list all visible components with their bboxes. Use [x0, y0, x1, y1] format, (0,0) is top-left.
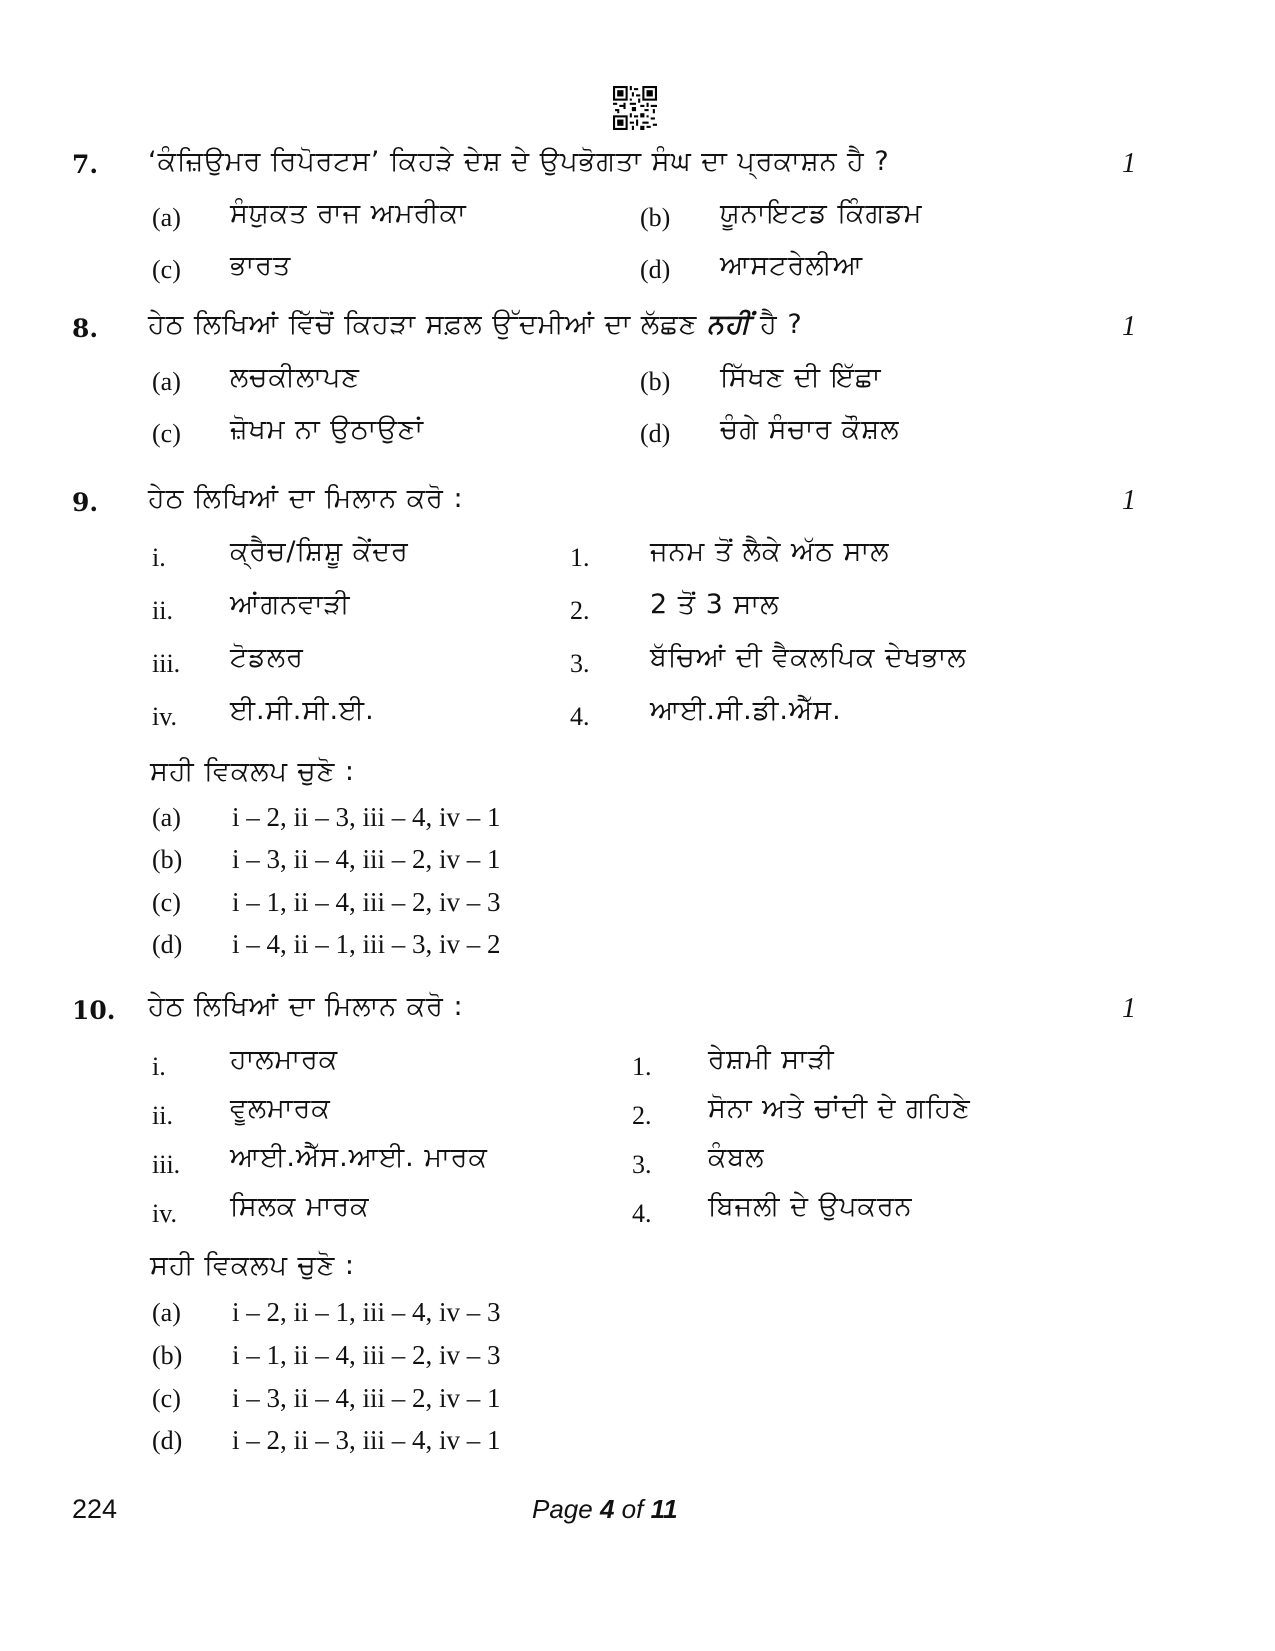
match-right-label: 2. — [632, 1101, 652, 1130]
question-number: 8. — [72, 314, 99, 343]
option-label: (c) — [152, 419, 181, 448]
page-indicator: Page 4 of 11 — [532, 1494, 678, 1524]
option-text: ਜ਼ੋਖਮ ਨਾ ਉਠਾਉਣਾਂ — [230, 414, 424, 445]
match-left-label: ii. — [152, 596, 173, 625]
match-right-label: 2. — [570, 596, 590, 625]
match-right-label: 1. — [570, 543, 590, 572]
option-label: (b) — [640, 203, 671, 232]
question-marks: 1 — [1122, 485, 1136, 516]
match-left-label: i. — [152, 1052, 166, 1081]
question-text: ਹੇਠ ਲਿਖਿਆਂ ਦਾ ਮਿਲਾਨ ਕਰੋ : — [148, 483, 464, 514]
match-left-text: ਹਾਲਮਾਰਕ — [230, 1044, 339, 1075]
option-text: i – 2, ii – 3, iii – 4, iv – 1 — [232, 802, 501, 832]
question-text: ਹੇਠ ਲਿਖਿਆਂ ਦਾ ਮਿਲਾਨ ਕਰੋ : — [148, 991, 464, 1022]
match-left-text: ਆਂਗਨਵਾੜੀ — [230, 589, 351, 620]
option-text: i – 3, ii – 4, iii – 2, iv – 1 — [232, 844, 501, 874]
question-number: 10. — [72, 996, 116, 1025]
option-text: i – 3, ii – 4, iii – 2, iv – 1 — [232, 1383, 501, 1413]
option-text: ਯੂਨਾਇਟਡ ਕਿੰਗਡਮ — [720, 198, 923, 229]
option-label: (b) — [152, 1341, 183, 1370]
emphasis-text: ਨਹੀਂ — [706, 309, 751, 340]
option-label: (d) — [640, 419, 671, 448]
choose-instruction: ਸਹੀ ਵਿਕਲਪ ਚੁਣੋ : — [150, 756, 355, 787]
question-text: ਹੇਠ ਲਿਖਿਆਂ ਵਿੱਚੋਂ ਕਿਹੜਾ ਸਫ਼ਲ ਉੱਦਮੀਆਂ ਦਾ ਲੱਛਣ ਨਹੀਂ ਹੈ ? — [148, 309, 803, 340]
option-label: (a) — [152, 367, 181, 396]
match-right-label: 3. — [632, 1150, 652, 1179]
question-number: 9. — [72, 488, 99, 517]
match-left-label: ii. — [152, 1101, 173, 1130]
paper-code: 224 — [72, 1494, 118, 1524]
match-left-text: ਕ੍ਰੈਚ/ਸ਼ਿਸ਼ੂ ਕੇਂਦਰ — [230, 536, 409, 567]
match-right-text: ਬਿਜਲੀ ਦੇ ਉਪਕਰਨ — [708, 1191, 913, 1222]
option-text: i – 2, ii – 3, iii – 4, iv – 1 — [232, 1425, 501, 1455]
option-text: ਚੰਗੇ ਸੰਚਾਰ ਕੌਸ਼ਲ — [720, 414, 900, 445]
match-right-text: ਜਨਮ ਤੋਂ ਲੈਕੇ ਅੱਠ ਸਾਲ — [650, 536, 890, 567]
option-label: (b) — [152, 845, 183, 874]
match-right-label: 1. — [632, 1052, 652, 1081]
question-marks: 1 — [1122, 311, 1136, 342]
option-text: ਸਿੱਖਣ ਦੀ ਇੱਛਾ — [720, 362, 882, 393]
match-left-text: ਈ.ਸੀ.ਸੀ.ਈ. — [230, 695, 375, 726]
match-right-text: ਕੰਬਲ — [708, 1142, 765, 1173]
match-left-label: iv. — [152, 702, 178, 731]
page-current: 4 — [599, 1494, 615, 1524]
option-text: ਸੰਯੁਕਤ ਰਾਜ ਅਮਰੀਕਾ — [230, 198, 467, 229]
question-number: 7. — [72, 150, 99, 179]
match-right-text: ਆਈ.ਸੀ.ਡੀ.ਐੱਸ. — [650, 695, 842, 726]
match-left-label: i. — [152, 543, 166, 572]
option-label: (d) — [152, 1426, 183, 1455]
option-label: (b) — [640, 367, 671, 396]
question-marks: 1 — [1122, 148, 1136, 179]
option-text: ਲਚਕੀਲਾਪਣ — [230, 362, 360, 393]
option-text: i – 1, ii – 4, iii – 2, iv – 3 — [232, 887, 501, 917]
option-text: i – 2, ii – 1, iii – 4, iv – 3 — [232, 1297, 501, 1327]
question-text: ‘ਕੰਜ਼ਿਉਮਰ ਰਿਪੋਰਟਸ’ ਕਿਹੜੇ ਦੇਸ਼ ਦੇ ਉਪਭੋਗਤਾ ਸੰਘ ਦਾ ਪ੍ਰਕਾਸ਼ਨ ਹੈ ? — [148, 146, 890, 177]
option-label: (c) — [152, 1384, 181, 1413]
option-label: (c) — [152, 888, 181, 917]
match-right-text: ਰੇਸ਼ਮੀ ਸਾੜੀ — [708, 1044, 835, 1075]
match-left-label: iii. — [152, 1150, 181, 1179]
option-text: ਭਾਰਤ — [230, 250, 292, 281]
option-text: i – 1, ii – 4, iii – 2, iv – 3 — [232, 1340, 501, 1370]
question-marks: 1 — [1122, 993, 1136, 1024]
match-right-label: 4. — [570, 702, 590, 731]
match-right-text: ਸੋਨਾ ਅਤੇ ਚਾਂਦੀ ਦੇ ਗਹਿਣੇ — [708, 1093, 971, 1124]
match-left-label: iii. — [152, 649, 181, 678]
qr-code-icon — [613, 86, 657, 130]
page-total: 11 — [650, 1494, 678, 1524]
match-right-text: ਬੱਚਿਆਂ ਦੀ ਵੈਕਲਪਿਕ ਦੇਖਭਾਲ — [650, 642, 967, 673]
match-left-text: ਸਿਲਕ ਮਾਰਕ — [230, 1191, 370, 1222]
match-left-text: ਆਈ.ਐੱਸ.ਆਈ. ਮਾਰਕ — [230, 1142, 488, 1173]
option-text: ਆਸਟਰੇਲੀਆ — [720, 250, 864, 281]
option-text: i – 4, ii – 1, iii – 3, iv – 2 — [232, 929, 501, 959]
option-label: (d) — [152, 930, 183, 959]
match-left-label: iv. — [152, 1199, 178, 1228]
match-left-text: ਟੋਡਲਰ — [230, 642, 304, 673]
choose-instruction: ਸਹੀ ਵਿਕਲਪ ਚੁਣੋ : — [150, 1250, 355, 1281]
option-label: (c) — [152, 255, 181, 284]
match-right-label: 3. — [570, 649, 590, 678]
option-label: (a) — [152, 1298, 181, 1327]
option-label: (a) — [152, 803, 181, 832]
match-right-text: 2 ਤੋਂ 3 ਸਾਲ — [650, 589, 780, 620]
match-left-text: ਵੂਲਮਾਰਕ — [230, 1093, 331, 1124]
match-right-label: 4. — [632, 1199, 652, 1228]
option-label: (d) — [640, 255, 671, 284]
option-label: (a) — [152, 203, 181, 232]
